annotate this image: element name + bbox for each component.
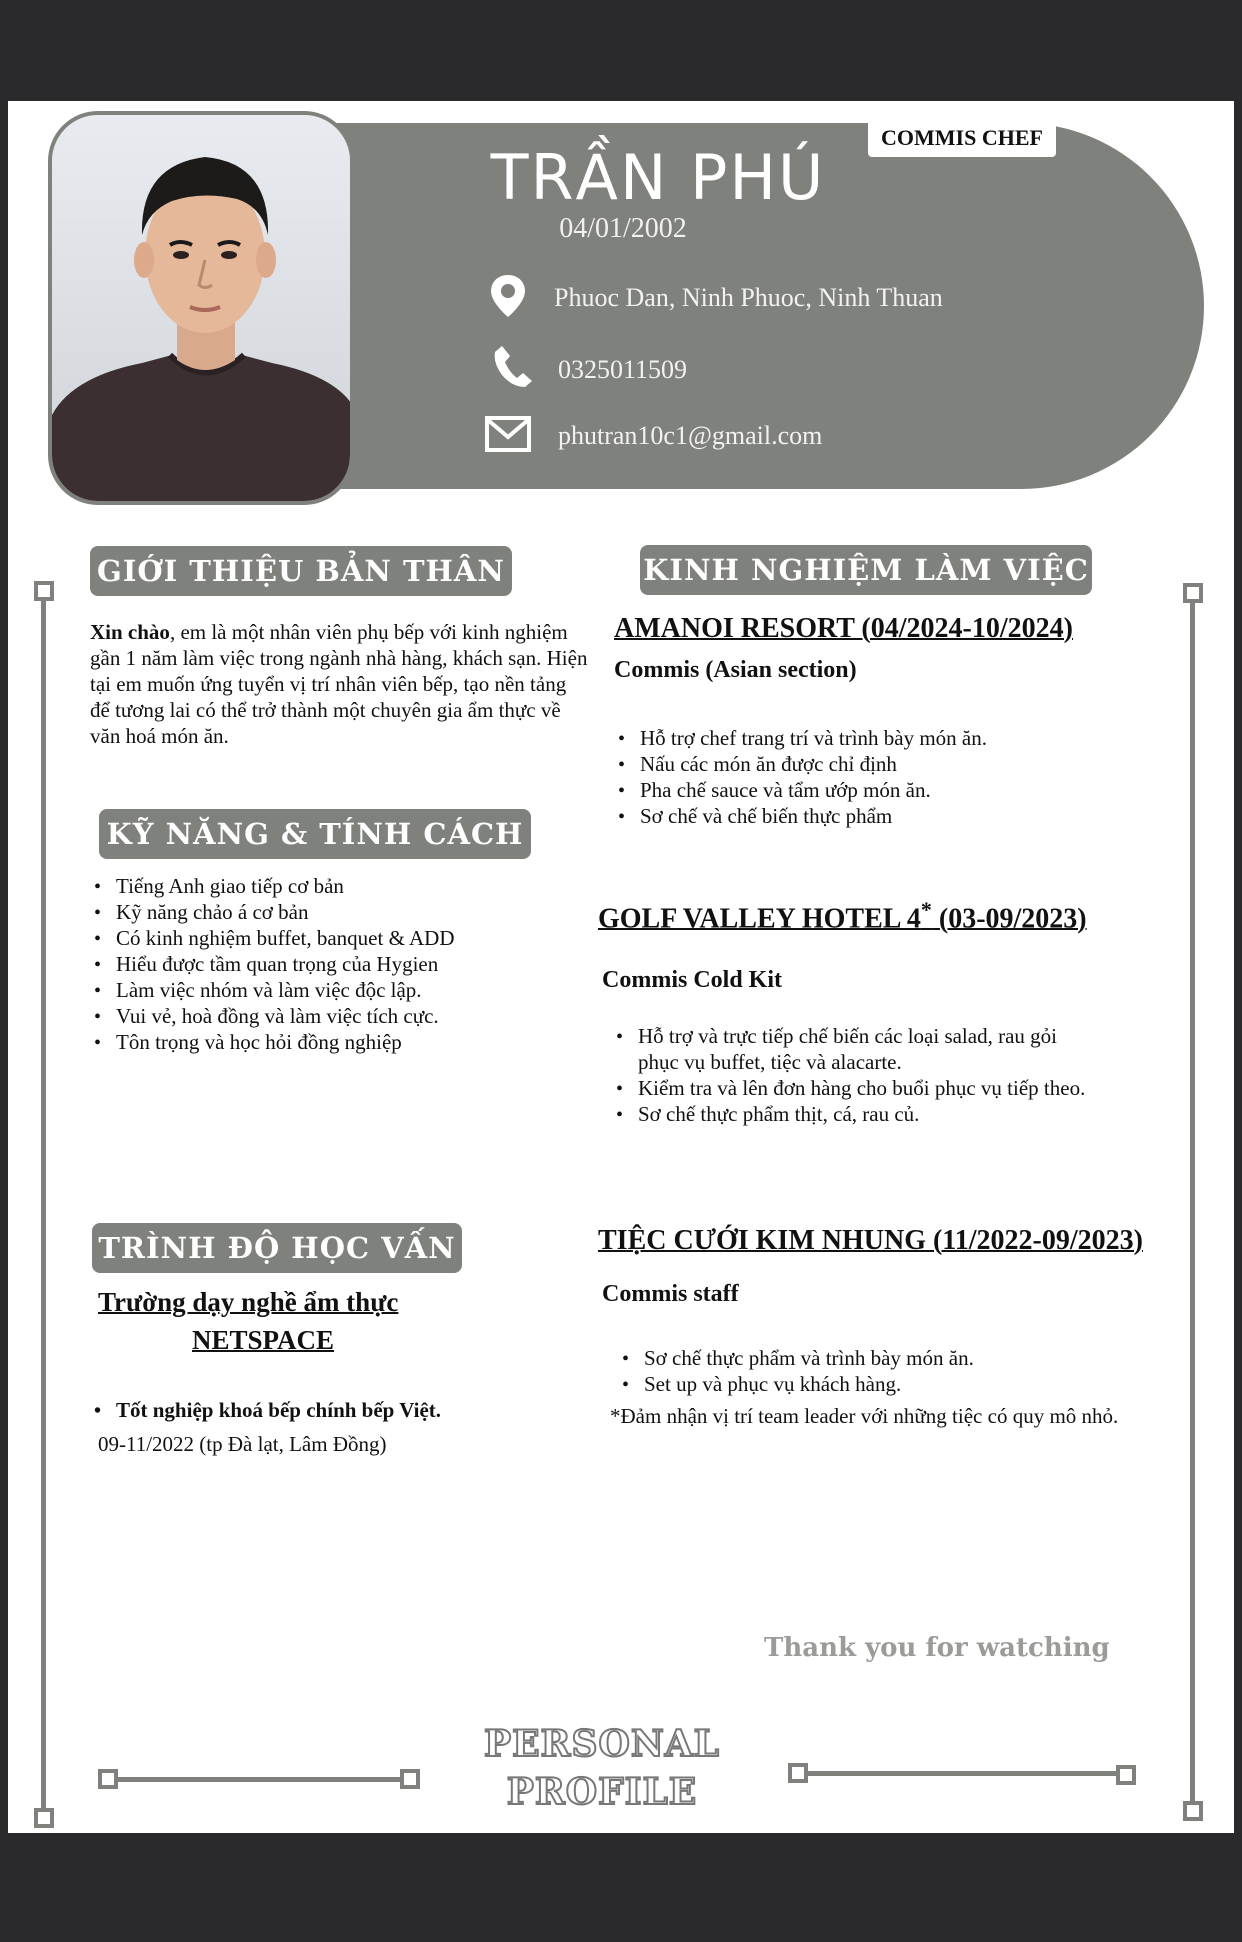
skill-item: • Có kinh nghiệm buffet, banquet & ADD	[90, 925, 570, 951]
job-duties-list	[612, 1023, 1092, 1127]
job-duty-item: • Nấu các món ăn được chỉ định	[614, 751, 1154, 777]
job-duties-list	[618, 1345, 1138, 1397]
frame-knob	[34, 581, 54, 601]
experience-section-title: KINH NGHIỆM LÀM VIỆC	[640, 545, 1092, 595]
candidate-name: TRẦN PHÚ	[490, 141, 826, 214]
address-text: Phuoc Dan, Ninh Phuoc, Ninh Thuan	[554, 283, 943, 312]
job-heading-main: GOLF VALLEY HOTEL 4	[598, 903, 921, 935]
frame-knob	[1116, 1765, 1136, 1785]
about-section-title: GIỚI THIỆU BẢN THÂN	[90, 546, 512, 596]
bottom-left-rail	[108, 1777, 418, 1782]
job-duty-item: • Sơ chế thực phẩm và trình bày món ăn.	[618, 1345, 1138, 1371]
job-heading	[598, 897, 1087, 935]
skill-item: • Làm việc nhóm và làm việc độc lập.	[90, 977, 570, 1003]
frame-knob	[1183, 583, 1203, 603]
frame-knob	[34, 1808, 54, 1828]
job-duty-item: • Set up và phục vụ khách hàng.	[618, 1371, 1138, 1397]
education-item: • Tốt nghiệp khoá bếp chính bếp Việt.	[90, 1397, 570, 1423]
frame-knob	[1183, 1801, 1203, 1821]
skill-item: • Hiểu được tầm quan trọng của Hygien	[90, 951, 570, 977]
location-pin-icon	[488, 273, 528, 319]
skill-item: • Tôn trọng và học hỏi đồng nghiệp	[90, 1029, 570, 1055]
skills-section-title: KỸ NĂNG & TÍNH CÁCH	[99, 809, 531, 859]
education-section-title: TRÌNH ĐỘ HỌC VẤN	[92, 1223, 462, 1273]
greeting-text: Xin chào	[90, 620, 170, 644]
left-frame-rail	[41, 591, 46, 1823]
job-duty-item: • Pha chế sauce và tẩm ướp món ăn.	[614, 777, 1154, 803]
job-duty-item: • Hỗ trợ chef trang trí và trình bày món ăn.	[614, 725, 1154, 751]
job-duties-list	[614, 725, 1154, 829]
job-heading-dates: (03-09/2023)	[931, 903, 1087, 935]
job-heading: AMANOI RESORT (04/2024-10/2024)	[614, 613, 1073, 644]
phone-icon	[492, 343, 534, 389]
job-heading-star: *	[920, 897, 932, 922]
job-duty-item: • Sơ chế thực phẩm thịt, cá, rau củ.	[612, 1101, 1092, 1127]
profile-photo	[48, 111, 354, 505]
frame-knob	[98, 1769, 118, 1789]
skill-item: • Vui vẻ, hoà đồng và làm việc tích cực.	[90, 1003, 570, 1029]
mail-icon	[484, 415, 532, 453]
job-duty-item: • Hỗ trợ và trực tiếp chế biến các loại salad, rau gỏi phục vụ buffet, tiệc và alacarte.	[612, 1023, 1092, 1075]
skill-item: • Kỹ năng chảo á cơ bản	[90, 899, 570, 925]
frame-knob	[400, 1769, 420, 1789]
education-date: 09-11/2022 (tp Đà lạt, Lâm Đồng)	[98, 1432, 387, 1456]
brand-line-2: PROFILE	[506, 1771, 698, 1813]
about-body: , em là một nhân viên phụ bếp với kinh nghiệm gần 1 năm làm việc trong ngành nhà hàng, khách sạn. Hiện tại em muốn ứng tuyển vị trí nhân viên bếp, tạo nền tảng để tương lai có thể trở thành một chuyên gia ẩm thực về văn hoá món ăn.	[90, 620, 588, 748]
job-role: Commis (Asian section)	[614, 657, 857, 683]
brand-line-1: PERSONAL	[484, 1723, 720, 1765]
thank-you-text: Thank you for watching	[764, 1633, 1110, 1663]
job-role: Commis Cold Kit	[602, 967, 782, 993]
school-name-line2: NETSPACE	[192, 1325, 335, 1355]
education-list	[90, 1397, 570, 1423]
resume-sheet	[8, 101, 1234, 1833]
email-text: phutran10c1@gmail.com	[558, 421, 823, 450]
job-duty-item: • Sơ chế và chế biến thực phẩm	[614, 803, 1154, 829]
job-heading: TIỆC CƯỚI KIM NHUNG (11/2022-09/2023)	[598, 1225, 1143, 1256]
frame-knob	[788, 1763, 808, 1783]
job-duty-item: • Kiểm tra và lên đơn hàng cho buổi phục vụ tiếp theo.	[612, 1075, 1092, 1101]
date-of-birth: 04/01/2002	[559, 213, 687, 244]
job-role: Commis staff	[602, 1281, 739, 1307]
bottom-right-rail	[798, 1771, 1134, 1776]
person-portrait-image	[52, 115, 354, 505]
about-text	[90, 619, 590, 749]
school-name-line1: Trường dạy nghề ẩm thực	[98, 1287, 399, 1317]
phone-text: 0325011509	[558, 355, 688, 384]
skill-item: • Tiếng Anh giao tiếp cơ bản	[90, 873, 570, 899]
right-frame-rail	[1190, 593, 1195, 1803]
skills-list	[90, 873, 570, 1055]
job-title-badge: COMMIS CHEF	[868, 119, 1056, 157]
job-note: *Đảm nhận vị trí team leader với những tiệc có quy mô nhỏ.	[610, 1404, 1119, 1428]
